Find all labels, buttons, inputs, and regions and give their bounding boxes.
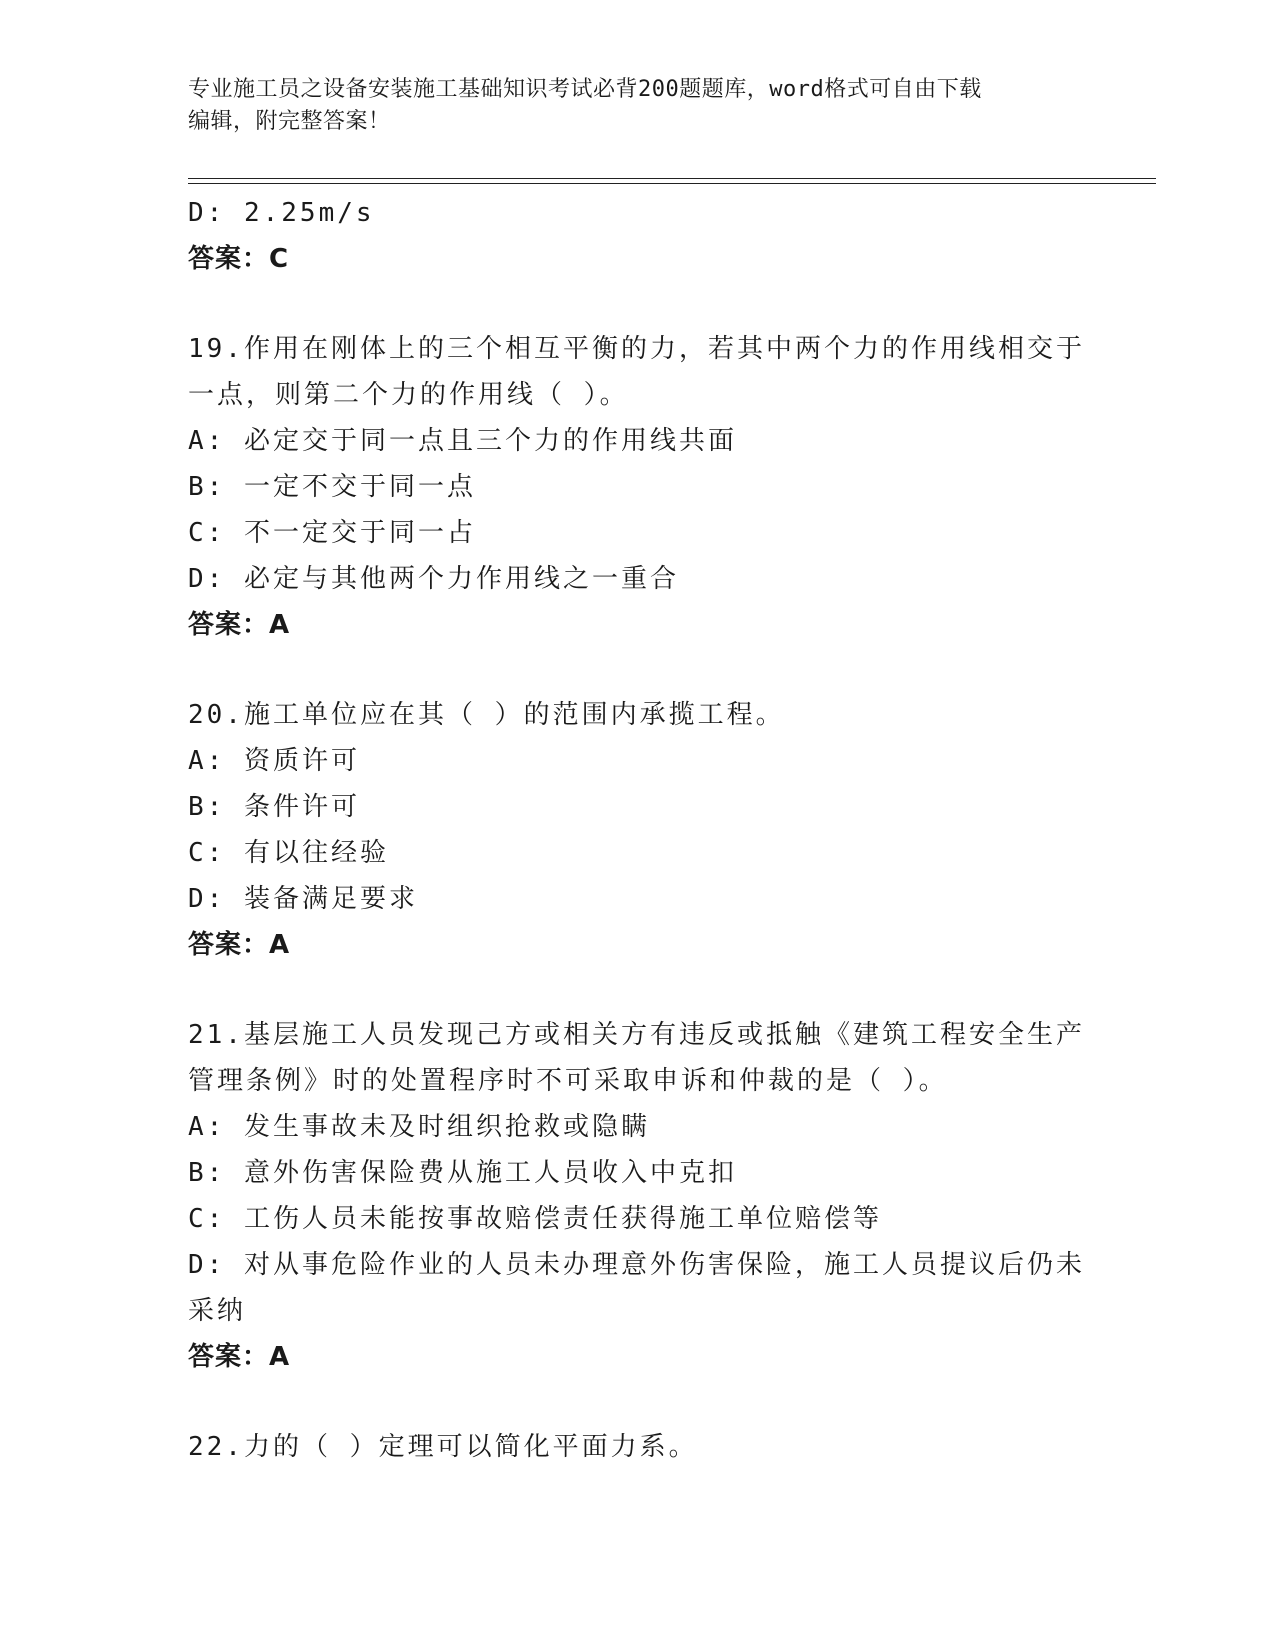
- option-d: D: 装备满足要求: [188, 884, 418, 914]
- question-19: [188, 326, 1085, 648]
- option-d: D: 对从事危险作业的人员未办理意外伤害保险，施工人员提议后仍未: [188, 1250, 1085, 1280]
- option-b: B: 一定不交于同一点: [188, 472, 476, 502]
- answer: 答案：C: [188, 244, 290, 274]
- question-stem-continued: 一点，则第二个力的作用线（ ）。: [188, 380, 629, 410]
- question-18-tail: [188, 190, 1068, 282]
- option-a: A: 资质许可: [188, 746, 360, 776]
- question-stem-continued: 管理条例》时的处置程序时不可采取申诉和仲裁的是（ ）。: [188, 1066, 948, 1096]
- question-stem: 19.作用在刚体上的三个相互平衡的力，若其中两个力的作用线相交于: [188, 334, 1085, 364]
- option-d-continued: 采纳: [188, 1296, 247, 1326]
- option-b: B: 条件许可: [188, 792, 360, 822]
- question-20: [188, 692, 1068, 968]
- question-list: [188, 190, 1085, 1470]
- answer: 答案：A: [188, 1342, 291, 1372]
- option-c: C: 工伤人员未能按事故赔偿责任获得施工单位赔偿等: [188, 1204, 882, 1234]
- header-divider-top: [188, 178, 1156, 179]
- question-stem: 20.施工单位应在其（ ）的范围内承揽工程。: [188, 700, 785, 730]
- answer: 答案：A: [188, 610, 291, 640]
- option-a: A: 发生事故未及时组织抢救或隐瞒: [188, 1112, 650, 1142]
- option-b: B: 意外伤害保险费从施工人员收入中克扣: [188, 1158, 737, 1188]
- question-22: [188, 1424, 1068, 1470]
- header-title-line-2: 编辑，附完整答案！: [188, 109, 391, 134]
- question-stem: 22.力的（ ）定理可以简化平面力系。: [188, 1432, 698, 1462]
- option-d: D: 必定与其他两个力作用线之一重合: [188, 564, 679, 594]
- option-c: C: 不一定交于同一占: [188, 518, 476, 548]
- option-c: C: 有以往经验: [188, 838, 389, 868]
- option-d: D: 2.25m/s: [188, 198, 375, 228]
- document-header: [188, 74, 1088, 138]
- question-stem: 21.基层施工人员发现己方或相关方有违反或抵触《建筑工程安全生产: [188, 1020, 1085, 1050]
- option-a: A: 必定交于同一点且三个力的作用线共面: [188, 426, 737, 456]
- question-21: [188, 1012, 1085, 1380]
- header-title-line-1: 专业施工员之设备安装施工基础知识考试必背200题题库，word格式可自由下载: [188, 77, 982, 102]
- answer: 答案：A: [188, 930, 291, 960]
- header-divider-bottom: [188, 183, 1156, 184]
